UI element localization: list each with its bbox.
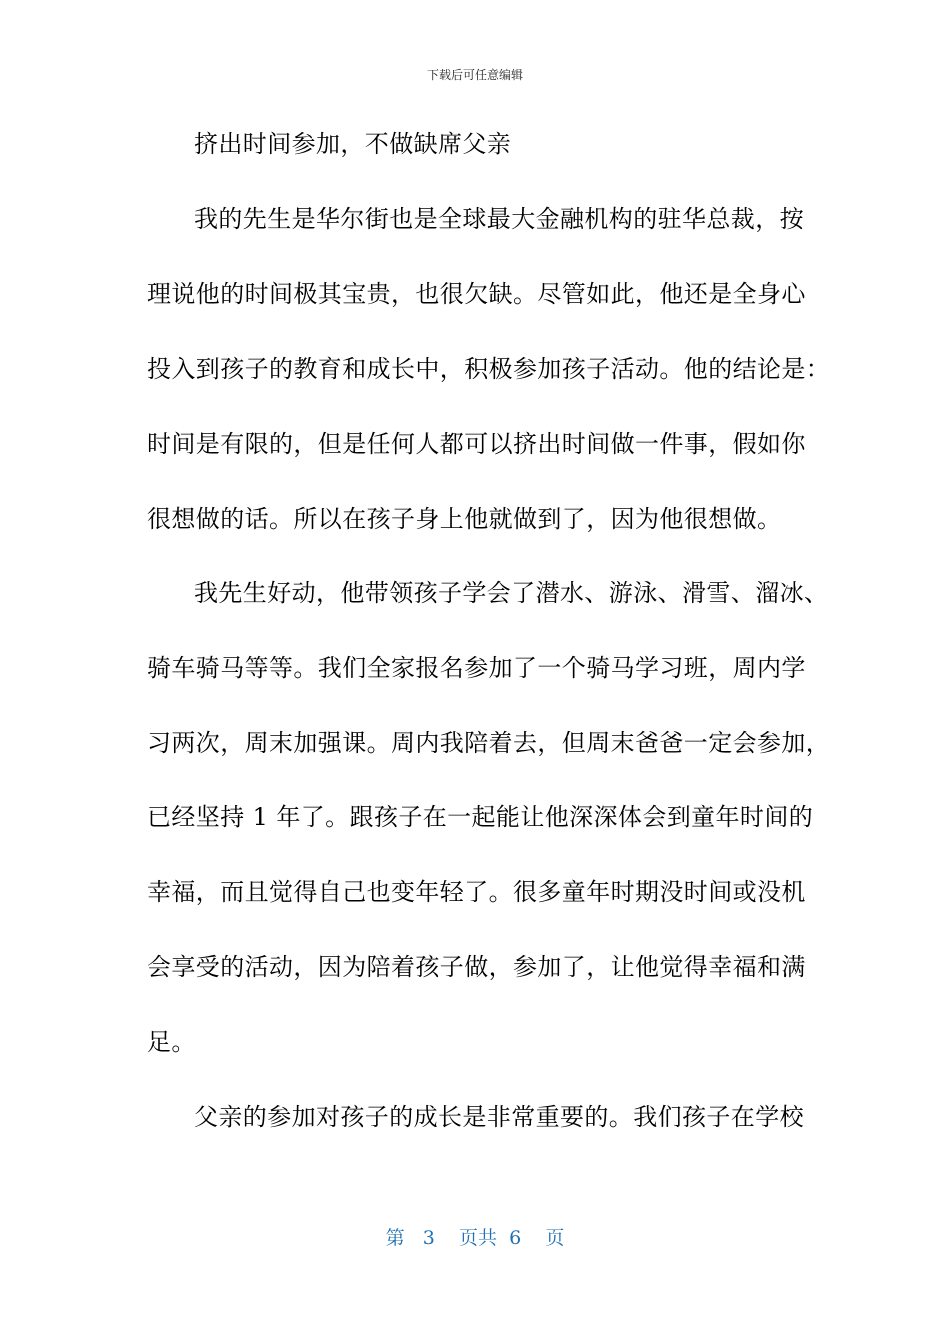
paragraph-line: 骑车骑马等等。我们全家报名参加了一个骑马学习班，周内学 [147, 654, 806, 682]
paragraph-line: 幸福，而且觉得自己也变年轻了。很多童年时期没时间或没机 [147, 878, 806, 906]
paragraph-line: 我先生好动，他带领孩子学会了潜水、游泳、滑雪、溜冰、 [194, 579, 829, 607]
section-title: 挤出时间参加，不做缺席父亲 [194, 130, 512, 158]
paragraph-line: 习两次，周末加强课。周内我陪着去，但周末爸爸一定会参加， [147, 729, 831, 757]
paragraph-line: 足。 [147, 1028, 196, 1056]
paragraph-line: 理说他的时间极其宝贵，也很欠缺。尽管如此，他还是全身心 [147, 280, 806, 308]
footer-prefix: 第 [385, 1227, 405, 1249]
paragraph-line: 会享受的活动，因为陪着孩子做，参加了，让他觉得幸福和满 [147, 953, 806, 981]
page-header: 下载后可任意编辑 [426, 68, 523, 82]
paragraph-line: 我的先生是华尔街也是全球最大金融机构的驻华总裁，按 [194, 205, 804, 233]
paragraph-line: 时间是有限的，但是任何人都可以挤出时间做一件事，假如你 [147, 430, 806, 458]
footer-middle: 页共 [459, 1227, 498, 1249]
paragraph-line: 投入到孩子的教育和成长中，积极参加孩子活动。他的结论是： [147, 355, 831, 383]
footer-current-page: 3 [422, 1227, 435, 1249]
footer-total-pages: 6 [509, 1227, 522, 1249]
paragraph-line: 很想做的话。所以在孩子身上他就做到了，因为他很想做。 [147, 505, 782, 533]
paragraph-line: 已经坚持 1 年了。跟孩子在一起能让他深深体会到童年时间的 [147, 803, 814, 831]
paragraph-line: 父亲的参加对孩子的成长是非常重要的。我们孩子在学校 [194, 1103, 804, 1131]
page-footer [0, 1225, 950, 1251]
footer-suffix: 页 [545, 1227, 565, 1249]
